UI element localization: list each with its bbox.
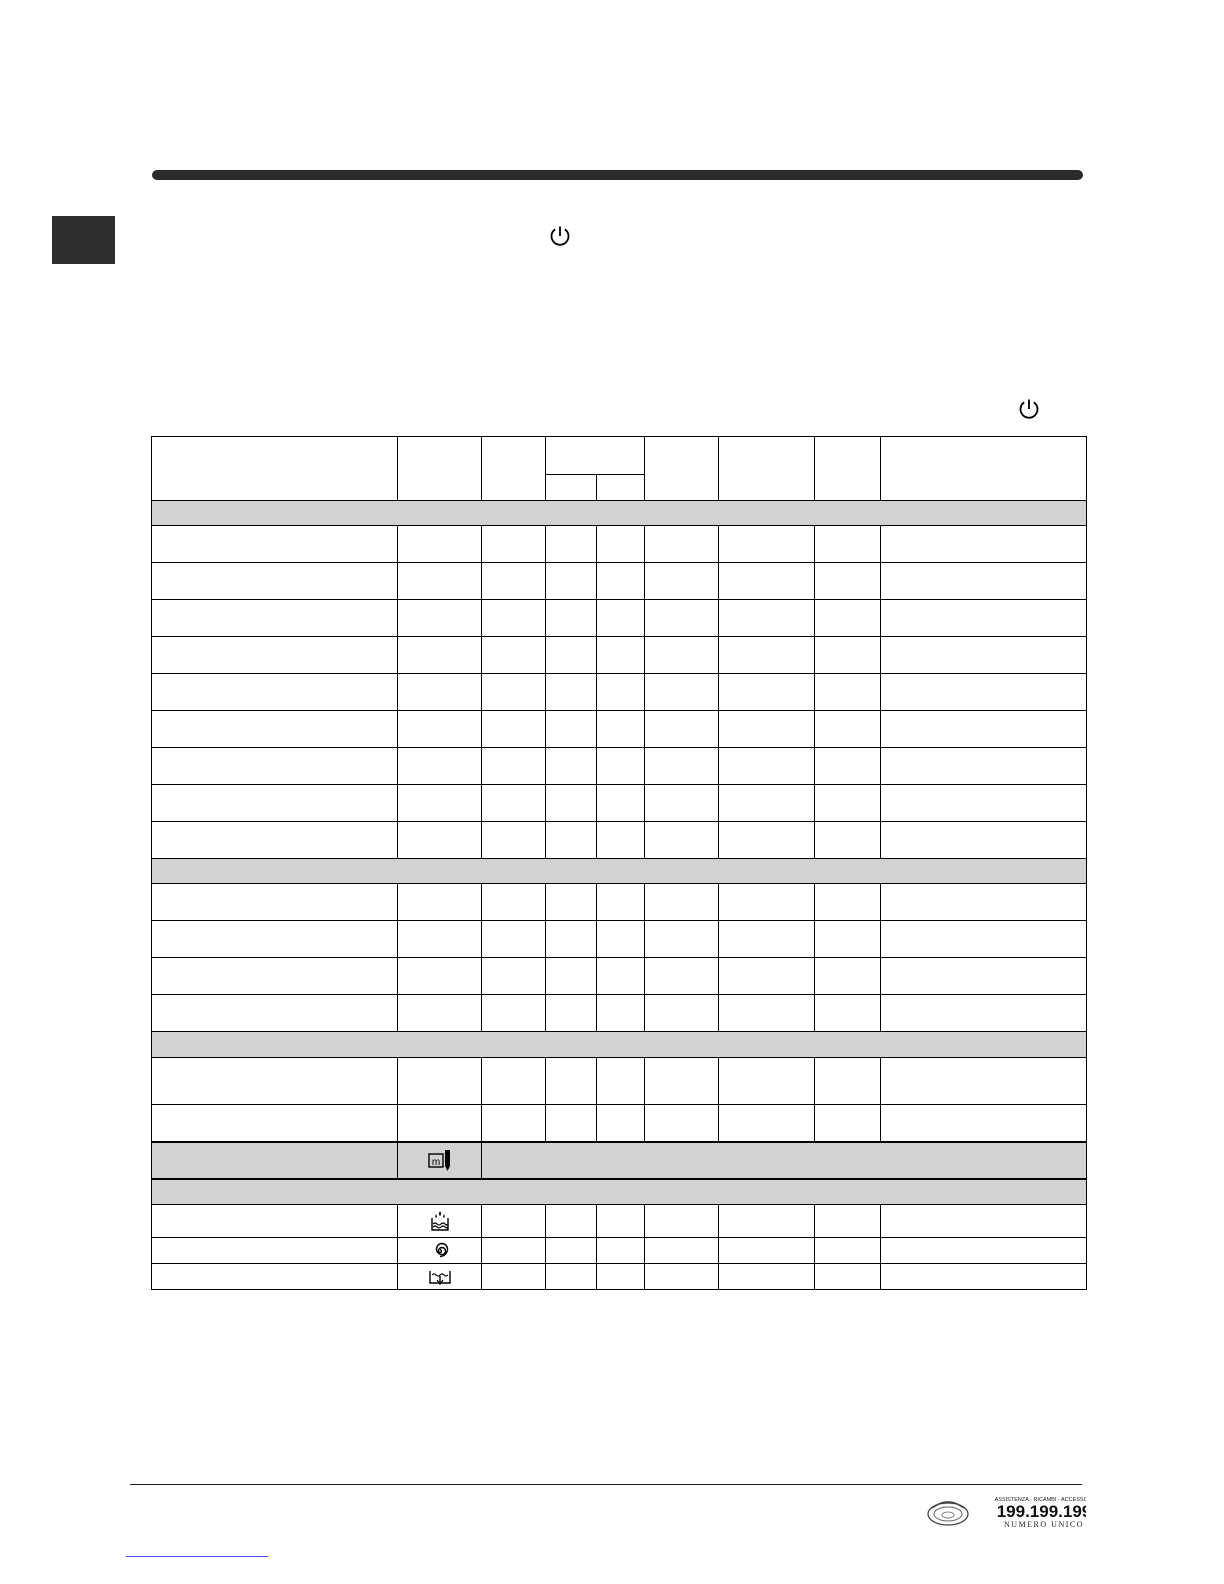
table-row [152, 822, 1087, 859]
svg-text:NUMERO UNICO: NUMERO UNICO [1004, 1520, 1084, 1529]
section-row [152, 859, 1087, 884]
section-row [152, 1032, 1087, 1058]
table-row [152, 1238, 1087, 1264]
table-row [152, 884, 1087, 921]
table-row [152, 748, 1087, 785]
table-row [152, 674, 1087, 711]
drain-icon [398, 1264, 482, 1290]
table-row [152, 637, 1087, 674]
section-row [152, 501, 1087, 526]
section-header-rule [152, 170, 1083, 180]
svg-text:m: m [431, 1157, 440, 1168]
program-memory-icon [398, 1142, 482, 1179]
table-row [152, 1264, 1087, 1290]
table-row [152, 563, 1087, 600]
telephone-icon [928, 1502, 968, 1525]
language-tab [52, 216, 115, 264]
table-row [152, 995, 1087, 1032]
power-icon [1016, 396, 1042, 422]
table-row [152, 1105, 1087, 1142]
spin-icon [398, 1238, 482, 1264]
table-row [152, 711, 1087, 748]
table-row [152, 958, 1087, 995]
section-row [152, 1179, 1087, 1205]
svg-text:199.199.199: 199.199.199 [996, 1502, 1086, 1521]
footer-link-underline[interactable] [126, 1556, 268, 1557]
table-row [152, 600, 1087, 637]
power-icon [547, 223, 573, 249]
table-row [152, 785, 1087, 822]
table-row [152, 1205, 1087, 1238]
my-programme-row [152, 1142, 1087, 1179]
table-row [152, 526, 1087, 563]
table-header-row [152, 437, 1087, 475]
footer-rule [130, 1484, 1082, 1485]
table-row [152, 1058, 1087, 1105]
service-number-logo [926, 1494, 1086, 1530]
table-row [152, 921, 1087, 958]
svg-text:ASSISTENZA · RICAMBI · ACCESSO: ASSISTENZA · RICAMBI · ACCESSORI [994, 1497, 1086, 1503]
rinse-icon [398, 1205, 482, 1238]
programme-table [151, 436, 1087, 1290]
